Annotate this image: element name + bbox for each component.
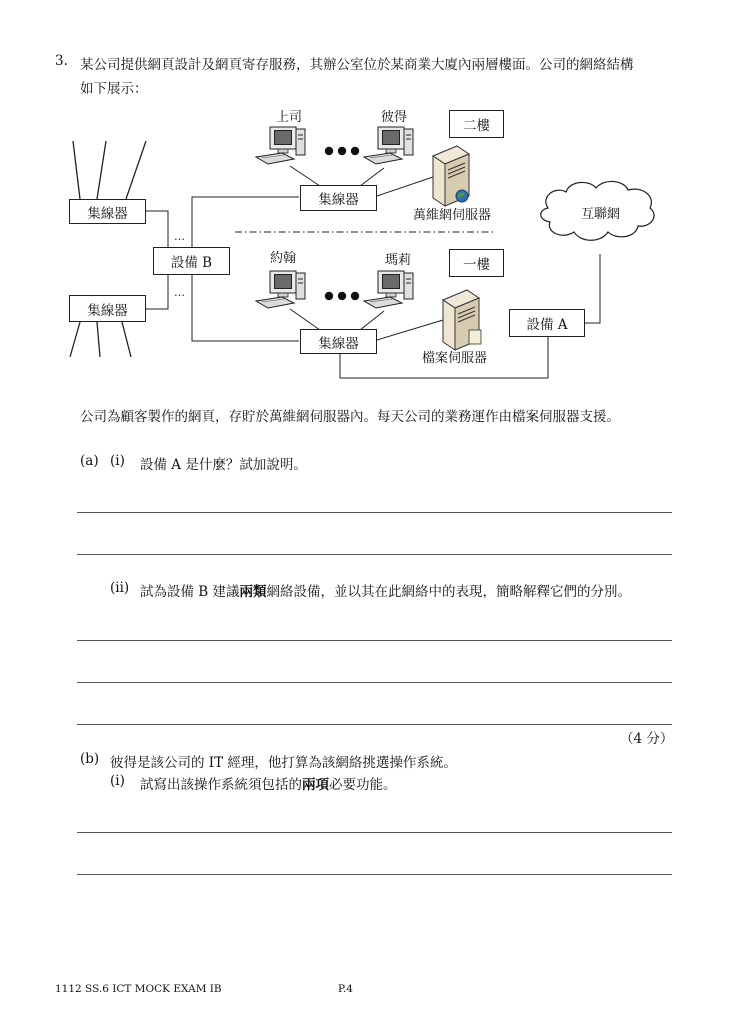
- emphasis-two-items: 兩項: [302, 777, 329, 793]
- computer-icon: [256, 271, 305, 308]
- device-a-box: 設備 A: [509, 309, 585, 337]
- device-b-box: 設備 B: [153, 247, 230, 275]
- answer-line: [77, 832, 672, 833]
- user-label-peter: 彼得: [381, 110, 408, 125]
- cable-line: [377, 177, 433, 196]
- footer-page-number: P.4: [338, 983, 353, 995]
- answer-line: [77, 554, 672, 555]
- part-a-ii-text: 試為設備 B 建議兩類網絡設備，並以其在此網絡中的表現，簡略解釋它們的分別。: [140, 584, 632, 600]
- cable-line: [360, 311, 384, 330]
- floor-2-label: 二樓: [449, 110, 504, 138]
- hub-box-floor1: 集線器: [300, 329, 377, 354]
- internet-label: 互聯網: [581, 207, 621, 222]
- cable-line: [145, 211, 168, 247]
- cable-line: [73, 141, 80, 199]
- part-a-label: (a): [80, 453, 99, 469]
- ellipsis-mark: …: [174, 286, 185, 299]
- user-label-john: 約翰: [270, 251, 297, 266]
- computer-icon: [364, 271, 413, 308]
- answer-line: [77, 682, 672, 683]
- cable-line: [145, 275, 168, 309]
- cable-line: [585, 254, 600, 323]
- cable-line: [290, 309, 320, 330]
- more-computers-dots: [325, 147, 359, 300]
- part-a-ii-label: (ii): [110, 580, 130, 596]
- cable-line: [97, 141, 106, 199]
- file-server-label: 檔案伺服器: [422, 351, 488, 366]
- cable-line: [360, 168, 384, 186]
- web-server-label: 萬維網伺服器: [413, 208, 492, 223]
- answer-line: [77, 724, 672, 725]
- part-b-label: (b): [80, 751, 100, 767]
- hub-box-left-top: 集線器: [69, 199, 146, 224]
- part-b-i-text: 試寫出該操作系統須包括的兩項必要功能。: [140, 777, 397, 793]
- user-label-boss: 上司: [276, 110, 303, 125]
- part-b-i-label: (i): [110, 773, 125, 789]
- answer-line: [77, 640, 672, 641]
- footer-exam-code: 1112 SS.6 ICT MOCK EXAM IB: [55, 983, 222, 995]
- computer-icon: [364, 127, 413, 164]
- cable-line: [290, 166, 320, 186]
- question-intro-line2: 如下展示：: [80, 81, 148, 97]
- part-a-i-text: 設備 A 是什麼？試加說明。: [140, 457, 307, 473]
- cable-line: [192, 197, 299, 247]
- hub-box-left-bottom: 集線器: [69, 295, 146, 322]
- cable-line: [97, 322, 100, 357]
- floor-1-label: 一樓: [449, 249, 504, 277]
- cable-line: [126, 141, 146, 199]
- question-number: 3.: [55, 53, 68, 69]
- marks-label: （4 分）: [620, 731, 674, 747]
- emphasis-two-types: 兩類: [239, 584, 267, 600]
- part-b-text: 彼得是該公司的 IT 經理，他打算為該網絡挑選操作系統。: [110, 755, 457, 771]
- ellipsis-mark: …: [174, 230, 185, 243]
- cable-line: [377, 320, 443, 340]
- answer-line: [77, 874, 672, 875]
- answer-line: [77, 512, 672, 513]
- user-label-mary: 瑪莉: [385, 253, 412, 268]
- question-intro-line1: 某公司提供網頁設計及網頁寄存服務，其辦公室位於某商業大廈內兩層樓面。公司的網絡結構: [80, 57, 634, 73]
- computer-icon: [256, 127, 305, 164]
- scenario-statement: 公司為顧客製作的網頁，存貯於萬維網伺服器內。每天公司的業務運作由檔案伺服器支援。: [80, 409, 620, 425]
- cable-line: [122, 322, 131, 357]
- cable-line: [70, 322, 80, 357]
- hub-box-floor2: 集線器: [300, 185, 377, 211]
- part-a-i-label: (i): [110, 453, 125, 469]
